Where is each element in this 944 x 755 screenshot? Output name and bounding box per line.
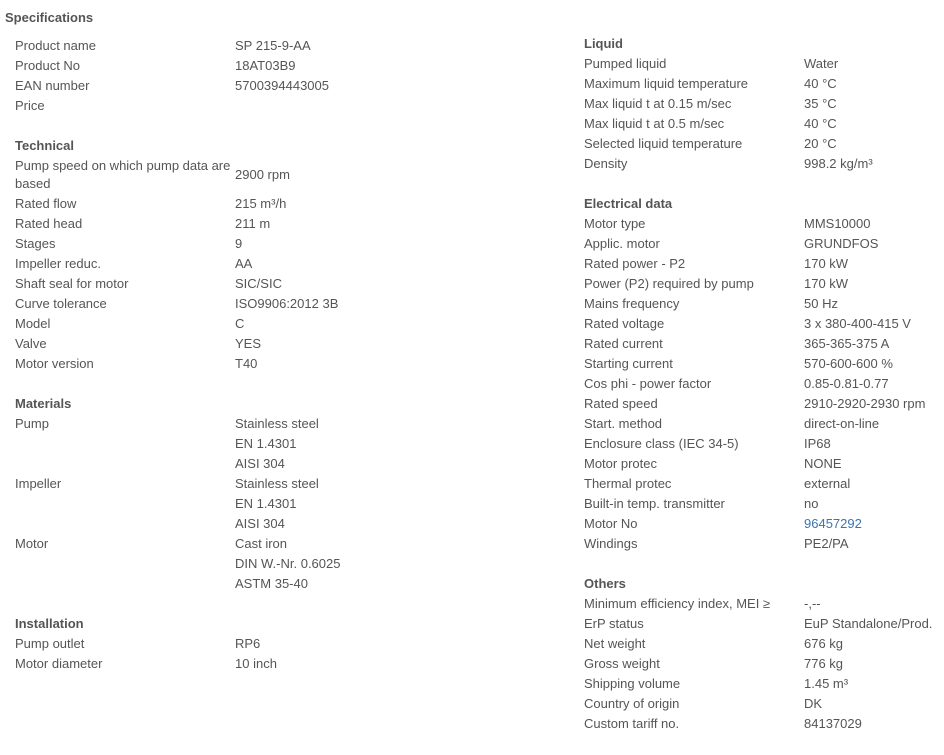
spec-label: Rated power - P2: [584, 256, 686, 271]
spec-values: [804, 374, 944, 394]
spec-value: direct-on-line: [804, 416, 880, 431]
spec-value: IP68: [804, 436, 831, 451]
spec-row-rated-voltage: [584, 314, 944, 334]
spec-values: [804, 654, 944, 674]
spec-label: Net weight: [584, 636, 646, 651]
spec-label: Motor protec: [584, 456, 657, 471]
spec-value: T40: [235, 356, 258, 371]
spec-label: Curve tolerance: [15, 296, 107, 311]
spec-row-pump: [15, 414, 565, 474]
spec-values: [235, 634, 565, 654]
spec-label: Stages: [15, 236, 56, 251]
spec-value: SP 215-9-AA: [235, 38, 311, 53]
spec-values: [804, 414, 944, 434]
spec-row-rated-speed: [584, 394, 944, 414]
spec-value: DIN W.-Nr. 0.6025: [235, 556, 341, 571]
spec-row-enclosure-class-iec-34-5: [584, 434, 944, 454]
section-title: Others: [584, 576, 626, 591]
spec-values: [235, 156, 565, 194]
spec-values: [235, 314, 565, 334]
spec-value: AISI 304: [235, 456, 285, 471]
spec-label: Cos phi - power factor: [584, 376, 712, 391]
spec-value: 998.2 kg/m³: [804, 156, 873, 171]
spec-label: Gross weight: [584, 656, 660, 671]
spec-value: 3 x 380-400-415 V: [804, 316, 911, 331]
spec-row-thermal-protec: [584, 474, 944, 494]
spec-label: Motor No: [584, 516, 638, 531]
spec-row-gross-weight: [584, 654, 944, 674]
spec-values: [804, 54, 944, 74]
spec-value: Stainless steel: [235, 476, 319, 491]
spec-value: 18AT03B9: [235, 58, 296, 73]
spec-label: Mains frequency: [584, 296, 680, 311]
spec-label: Pump outlet: [15, 636, 85, 651]
spec-value: Water: [804, 56, 839, 71]
spec-value: 215 m³/h: [235, 196, 287, 211]
spec-values: [235, 234, 565, 254]
spec-values: [235, 76, 565, 96]
spec-row-product-name: [15, 36, 565, 56]
spec-label: Maximum liquid temperature: [584, 76, 749, 91]
spec-label: Shipping volume: [584, 676, 681, 691]
spec-row-max-liquid-t-at-0-15-m-sec: [584, 94, 944, 114]
section-title: Liquid: [584, 36, 623, 51]
spec-row-windings: [584, 534, 944, 554]
spec-label: Product name: [15, 38, 96, 53]
spec-value: ISO9906:2012 3B: [235, 296, 339, 311]
spec-value: EuP Standalone/Prod.: [804, 616, 933, 631]
spec-label: Country of origin: [584, 696, 680, 711]
spec-row-motor-protec: [584, 454, 944, 474]
spec-row-maximum-liquid-temperature: [584, 74, 944, 94]
spec-label: Motor version: [15, 356, 94, 371]
spec-values: [235, 56, 565, 76]
spec-label: Price: [15, 98, 45, 113]
spec-row-motor-version: [15, 354, 565, 374]
section-technical: [15, 136, 565, 374]
spec-values: [804, 454, 944, 474]
spec-value: DK: [804, 696, 823, 711]
spec-row-max-liquid-t-at-0-5-m-sec: [584, 114, 944, 134]
spec-values: [804, 514, 944, 534]
spec-values: [804, 134, 944, 154]
spec-row-erp-status: [584, 614, 944, 634]
spec-values: [804, 674, 944, 694]
spec-label: Rated flow: [15, 196, 77, 211]
spec-row-shipping-volume: [584, 674, 944, 694]
spec-label: Pumped liquid: [584, 56, 667, 71]
spec-row-power-p2-required-by-pump: [584, 274, 944, 294]
spec-label: Motor diameter: [15, 656, 103, 671]
spec-value: 9: [235, 236, 243, 251]
spec-values: [804, 274, 944, 294]
spec-values: [804, 94, 944, 114]
spec-row-shaft-seal-for-motor: [15, 274, 565, 294]
motor-no-link[interactable]: 96457292: [804, 516, 862, 531]
spec-values: [235, 214, 565, 234]
spec-row-custom-tariff-no: [584, 714, 944, 734]
spec-row-price: [15, 96, 565, 116]
spec-label: Motor: [15, 536, 49, 551]
spec-label: Max liquid t at 0.5 m/sec: [584, 116, 725, 131]
spec-value: ASTM 35-40: [235, 576, 308, 591]
spec-value: external: [804, 476, 851, 491]
spec-value: 365-365-375 A: [804, 336, 890, 351]
spec-row-start-method: [584, 414, 944, 434]
spec-label: EAN number: [15, 78, 90, 93]
spec-values: [804, 474, 944, 494]
spec-values: [235, 654, 565, 674]
spec-value: RP6: [235, 636, 261, 651]
spec-row-impeller: [15, 474, 565, 534]
spec-values: [804, 254, 944, 274]
spec-label: Rated speed: [584, 396, 658, 411]
spec-values: [804, 234, 944, 254]
spec-value: SIC/SIC: [235, 276, 282, 291]
spec-value: 1.45 m³: [804, 676, 849, 691]
spec-values: [804, 634, 944, 654]
spec-row-rated-head: [15, 214, 565, 234]
spec-row-impeller-reduc: [15, 254, 565, 274]
spec-row-country-of-origin: [584, 694, 944, 714]
spec-value: MMS10000: [804, 216, 871, 231]
spec-value: 776 kg: [804, 656, 844, 671]
spec-value: 211 m: [235, 216, 271, 231]
section-title: Materials: [15, 396, 72, 411]
section-title: Installation: [15, 616, 84, 631]
spec-row-ean-number: [15, 76, 565, 96]
spec-row-rated-current: [584, 334, 944, 354]
spec-label: Enclosure class (IEC 34-5): [584, 436, 739, 451]
spec-label: Selected liquid temperature: [584, 136, 743, 151]
spec-row-cos-phi-power-factor: [584, 374, 944, 394]
spec-value: 40 °C: [804, 76, 837, 91]
spec-value: 170 kW: [804, 256, 849, 271]
spec-values: [804, 694, 944, 714]
spec-values: [804, 74, 944, 94]
spec-value: Stainless steel: [235, 416, 319, 431]
spec-value: 0.85-0.81-0.77: [804, 376, 889, 391]
spec-label: Rated current: [584, 336, 663, 351]
spec-row-built-in-temp-transmitter: [584, 494, 944, 514]
spec-label: ErP status: [584, 616, 644, 631]
section-materials: [15, 394, 565, 594]
spec-label: Impeller: [15, 476, 62, 491]
page-title: Specifications: [5, 10, 94, 25]
spec-row-product-no: [15, 56, 565, 76]
spec-values: [235, 354, 565, 374]
section-electrical-data: [584, 194, 944, 554]
spec-label: Impeller reduc.: [15, 256, 101, 271]
spec-values: [235, 194, 565, 214]
spec-label: Built-in temp. transmitter: [584, 496, 725, 511]
spec-value: EN 1.4301: [235, 436, 297, 451]
spec-value: YES: [235, 336, 262, 351]
spec-values: [804, 154, 944, 174]
spec-value: GRUNDFOS: [804, 236, 879, 251]
spec-row-pump-speed-on-which-pump-data-are-based: [15, 156, 565, 194]
spec-values: [235, 294, 565, 314]
spec-values: [804, 314, 944, 334]
spec-values: [804, 594, 944, 614]
spec-row-valve: [15, 334, 565, 354]
spec-values: [235, 474, 565, 534]
spec-label: Thermal protec: [584, 476, 672, 491]
spec-values: [235, 534, 565, 594]
spec-values: [235, 414, 565, 474]
spec-values: [804, 294, 944, 314]
spec-values: [235, 254, 565, 274]
spec-label: Model: [15, 316, 51, 331]
section-product: [15, 36, 565, 116]
spec-label: Starting current: [584, 356, 673, 371]
spec-label: Valve: [15, 336, 47, 351]
spec-label: Start. method: [584, 416, 663, 431]
spec-values: [804, 114, 944, 134]
spec-value: Cast iron: [235, 536, 288, 551]
spec-row-stages: [15, 234, 565, 254]
spec-value: 10 inch: [235, 656, 277, 671]
spec-row-motor-type: [584, 214, 944, 234]
spec-value: 20 °C: [804, 136, 837, 151]
section-title: Electrical data: [584, 196, 673, 211]
spec-row-curve-tolerance: [15, 294, 565, 314]
spec-label: Density: [584, 156, 628, 171]
spec-label: Shaft seal for motor: [15, 276, 129, 291]
spec-values: [804, 434, 944, 454]
spec-row-minimum-efficiency-index-mei: [584, 594, 944, 614]
spec-values: [235, 334, 565, 354]
spec-row-density: [584, 154, 944, 174]
spec-row-rated-power-p2: [584, 254, 944, 274]
spec-values: [804, 334, 944, 354]
spec-label: Custom tariff no.: [584, 716, 680, 731]
spec-value: -,--: [804, 596, 821, 611]
spec-label: Windings: [584, 536, 638, 551]
spec-row-starting-current: [584, 354, 944, 374]
spec-row-applic-motor: [584, 234, 944, 254]
spec-value: C: [235, 316, 245, 331]
spec-value: 676 kg: [804, 636, 844, 651]
spec-label: Pump speed on which pump data are based: [15, 158, 231, 191]
spec-value: no: [804, 496, 819, 511]
spec-label: Rated voltage: [584, 316, 665, 331]
spec-values: [804, 394, 944, 414]
spec-values: [235, 96, 565, 116]
spec-value: 2900 rpm: [235, 167, 290, 182]
spec-values: [804, 534, 944, 554]
spec-values: [804, 354, 944, 374]
spec-row-motor-no: [584, 514, 944, 534]
spec-row-mains-frequency: [584, 294, 944, 314]
spec-value: PE2/PA: [804, 536, 849, 551]
spec-label: Product No: [15, 58, 81, 73]
spec-value: EN 1.4301: [235, 496, 297, 511]
spec-value: 40 °C: [804, 116, 837, 131]
spec-row-motor: [15, 534, 565, 594]
spec-values: [804, 494, 944, 514]
spec-label: Max liquid t at 0.15 m/sec: [584, 96, 732, 111]
spec-value: 5700394443005: [235, 78, 329, 93]
section-liquid: [584, 34, 944, 174]
spec-label: Motor type: [584, 216, 646, 231]
spec-label: Applic. motor: [584, 236, 660, 251]
spec-value: NONE: [804, 456, 842, 471]
spec-value: 170 kW: [804, 276, 849, 291]
spec-row-model: [15, 314, 565, 334]
spec-value: [235, 96, 565, 116]
spec-value: 50 Hz: [804, 296, 838, 311]
section-installation: [15, 614, 565, 674]
spec-label: Pump: [15, 416, 49, 431]
spec-values: [804, 214, 944, 234]
spec-value: 570-600-600 %: [804, 356, 893, 371]
spec-row-net-weight: [584, 634, 944, 654]
spec-values: [804, 714, 944, 734]
spec-value: AA: [235, 256, 253, 271]
section-title: Technical: [15, 138, 75, 153]
spec-values: [235, 36, 565, 56]
spec-values: [235, 274, 565, 294]
spec-row-selected-liquid-temperature: [584, 134, 944, 154]
spec-row-pumped-liquid: [584, 54, 944, 74]
spec-value: 84137029: [804, 716, 862, 731]
spec-row-pump-outlet: [15, 634, 565, 654]
spec-value: 2910-2920-2930 rpm: [804, 396, 926, 411]
spec-value: AISI 304: [235, 516, 285, 531]
spec-row-rated-flow: [15, 194, 565, 214]
spec-value: 35 °C: [804, 96, 837, 111]
spec-row-motor-diameter: [15, 654, 565, 674]
spec-values: [804, 614, 944, 634]
section-others: [584, 574, 944, 734]
spec-label: Rated head: [15, 216, 83, 231]
spec-label: Minimum efficiency index, MEI ≥: [584, 596, 771, 611]
spec-label: Power (P2) required by pump: [584, 276, 754, 291]
